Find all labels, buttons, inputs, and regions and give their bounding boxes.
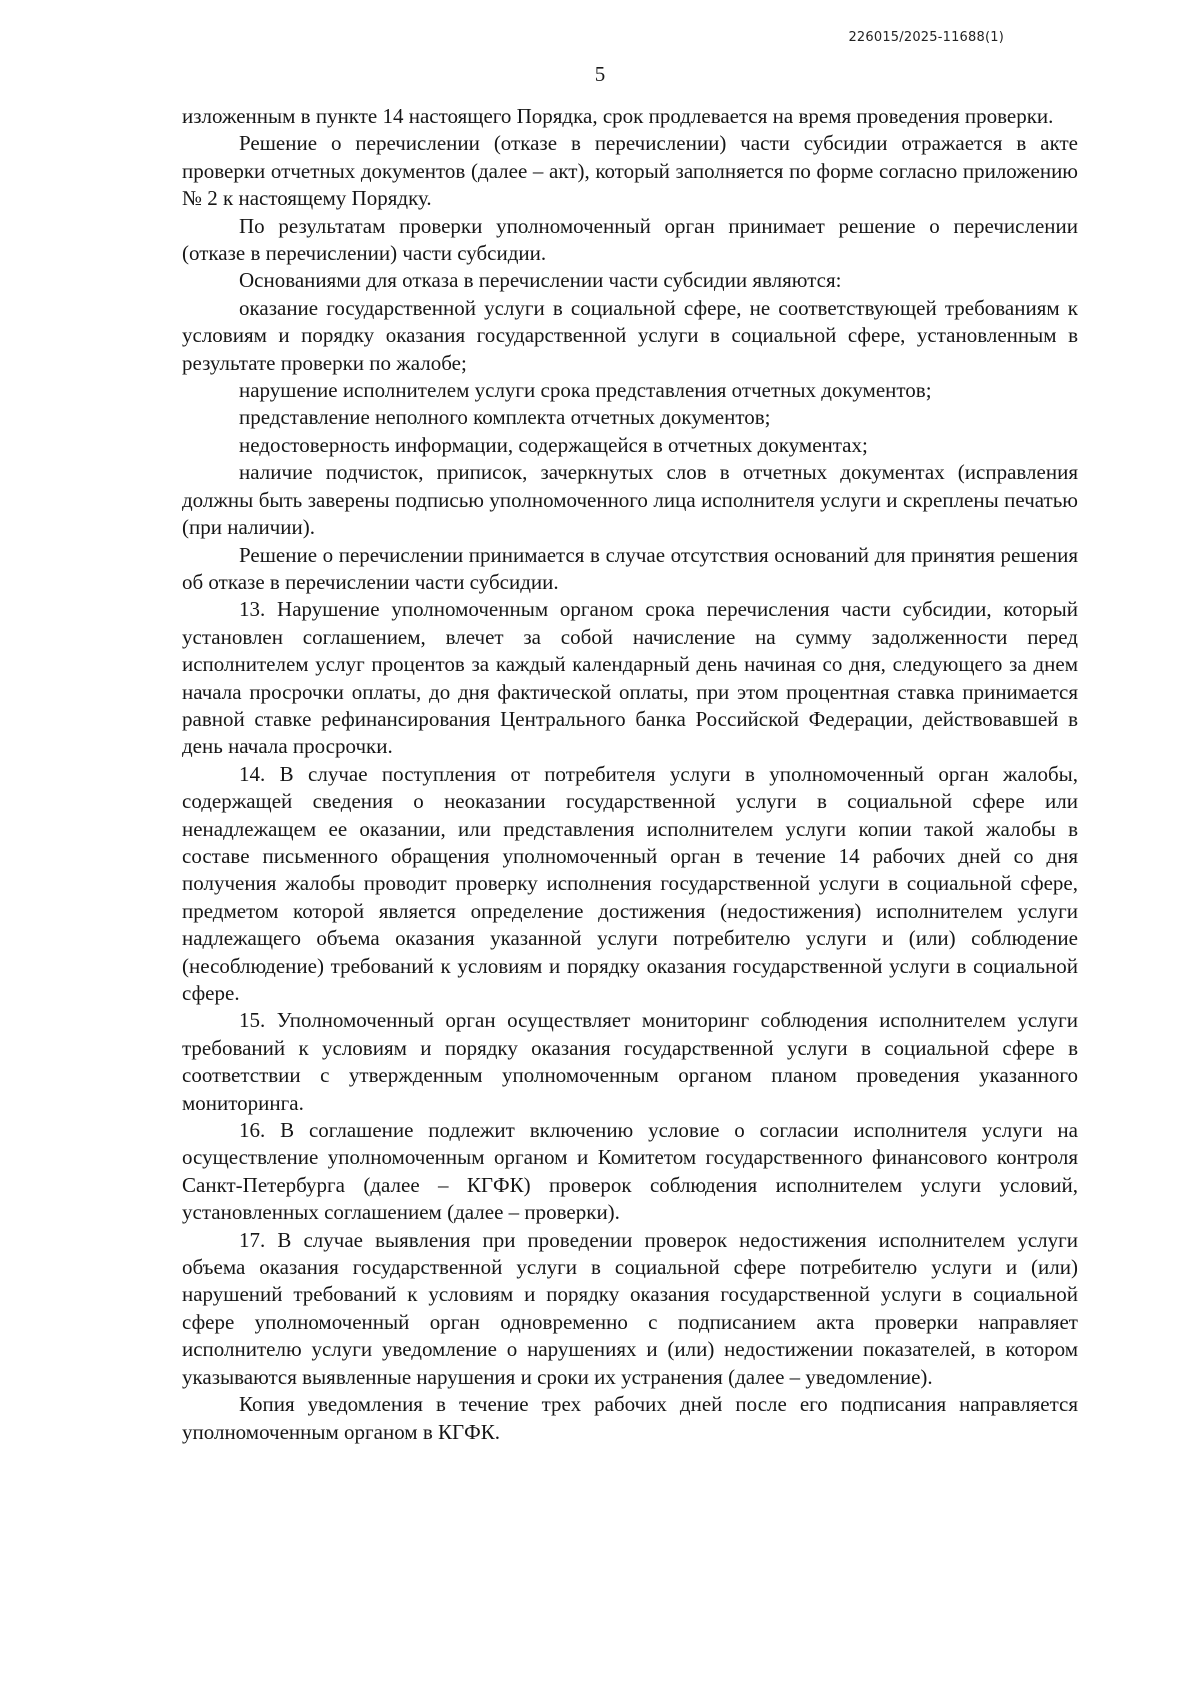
- paragraph-notification-copy: Копия уведомления в течение трех рабочих дней после его подписания направляется уполномоченным органом в КГФК.: [182, 1392, 1078, 1444]
- document-body: [182, 103, 1078, 1446]
- document-registration-number: 226015/2025-11688(1): [848, 30, 1004, 45]
- clause-14: 14. В случае поступления от потребителя услуги в уполномоченный орган жалобы, содержащей сведения о неоказании государственной услуги в социальной сфере или ненадлежащем ее оказании, или представления исполнителем услуги копии такой жалобы в составе письменного обращения уполномоченный орган в течение 14 рабочих дней со дня получения жалобы проводит проверку исполнения государственной услуги в социальной сфере, предметом которой является определение достижения (недостижения) исполнителем услуги надлежащего объема оказания указанной услуги потребителю услуги и (или) соблюдение (несоблюдение) требований к условиям и порядку оказания государственной услуги в социальной сфере.: [182, 761, 1078, 1005]
- clause-17: 17. В случае выявления при проведении проверок недостижения исполнителем услуги объема оказания государственной услуги в социальной сфере потребителю услуги и (или) нарушений требований к условиям и порядку оказания государственной услуги в социальной сфере уполномоченный орган одновременно с подписанием акта проверки направляет исполнителю услуги уведомление о нарушениях и (или) недостижении показателей, в котором указываются выявленные нарушения и сроки их устранения (далее – уведомление).: [182, 1227, 1078, 1389]
- clause-13: 13. Нарушение уполномоченным органом срока перечисления части субсидии, который установлен соглашением, влечет за собой начисление на сумму задолженности перед исполнителем услуг процентов за каждый календарный день начиная со дня, следующего за днем начала просрочки оплаты, до дня фактической оплаты, при этом процентная ставка принимается равной ставке рефинансирования Центрального банка Российской Федерации, действовавшей в день начала просрочки.: [182, 597, 1078, 759]
- refusal-ground-deadline-violation: нарушение исполнителем услуги срока представления отчетных документов;: [239, 378, 932, 403]
- paragraph-transfer-decision-act: Решение о перечислении (отказе в перечислении) части субсидии отражается в акте проверки отчетных документов (далее – акт), который заполняется по форме согласно приложению № 2 к настоящему Порядку.: [182, 131, 1078, 211]
- paragraph-continuation: изложенным в пункте 14 настоящего Порядка, срок продлевается на время проведения проверки.: [182, 104, 1054, 128]
- refusal-ground-unreliable-information: недостоверность информации, содержащейся в отчетных документах;: [239, 432, 868, 457]
- paragraph-transfer-decision: Решение о перечислении принимается в случае отсутствия оснований для принятия решения об отказе в перечислении части субсидии.: [182, 542, 1078, 594]
- paragraph-refusal-grounds-intro: Основаниями для отказа в перечислении части субсидии являются:: [239, 268, 842, 293]
- clause-16: 16. В соглашение подлежит включению условие о согласии исполнителя услуги на осуществление уполномоченным органом и Комитетом государственного финансового контроля Санкт-Петербурга (далее – КГФК) проверок соблюдения исполнителем услуги условий, установленных соглашением (далее – проверки).: [182, 1118, 1078, 1225]
- refusal-ground-incomplete-documents: представление неполного комплекта отчетных документов;: [239, 405, 771, 430]
- refusal-ground-noncompliant-service: оказание государственной услуги в социальной сфере, не соответствующей требованиям к условиям и порядку оказания государственной услуги в социальной сфере, установленным в результате проверки по жалобе;: [182, 295, 1078, 375]
- paragraph-check-results: По результатам проверки уполномоченный орган принимает решение о перечислении (отказе в перечислении) части субсидии.: [182, 213, 1078, 266]
- clause-15: 15. Уполномоченный орган осуществляет мониторинг соблюдения исполнителем услуги требований к условиям и порядку оказания государственной услуги в социальной сфере в соответствии с утвержденным уполномоченным органом планом проведения указанного мониторинга.: [182, 1008, 1078, 1115]
- refusal-ground-corrections: наличие подчисток, приписок, зачеркнутых слов в отчетных документах (исправления должны быть заверены подписью уполномоченного лица исполнителя услуги и скреплены печатью (при наличии).: [182, 460, 1078, 540]
- page-number: 5: [594, 62, 606, 86]
